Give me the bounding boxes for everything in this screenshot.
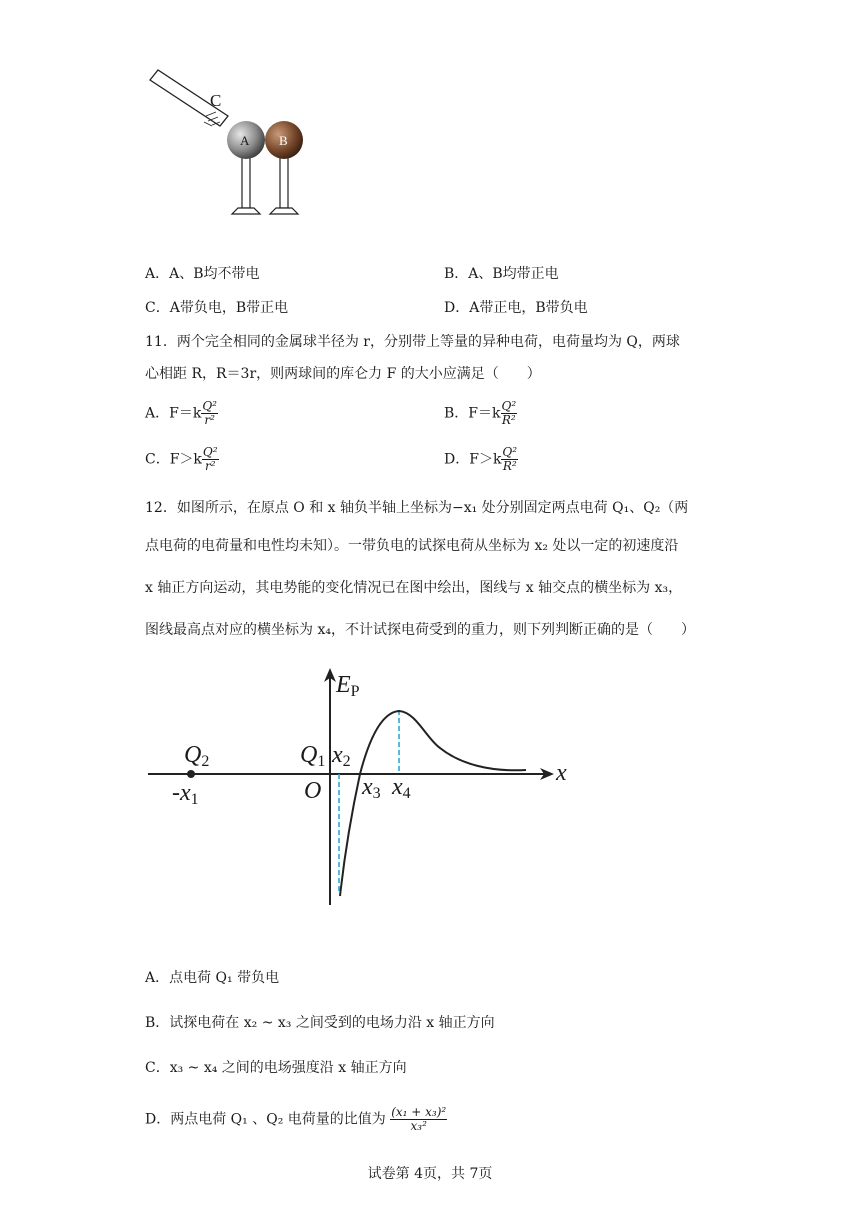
q11-option-b-prefix: B．F＝k xyxy=(444,405,501,422)
q12-stem-line4: 图线最高点对应的横坐标为 x₄，不计试探电荷受到的重力，则下列判断正确的是（ ） xyxy=(145,622,695,638)
q12-option-d-prefix: D．两点电荷 Q₁ 、Q₂ 电荷量的比值为 xyxy=(145,1111,386,1128)
q11-option-d-fraction: $\frac{\text{Q²}}{\text{R²}}$ xyxy=(502,445,518,473)
stand-b xyxy=(270,156,298,214)
q11-option-d-prefix: D．F＞k xyxy=(444,451,502,468)
q11-option-c-fraction: $\frac{\text{Q²}}{\text{r²}}$ xyxy=(202,445,218,473)
x3-label: x3 xyxy=(362,774,381,802)
q11-option-d[interactable] xyxy=(444,446,518,473)
ball-a-label: A xyxy=(240,133,250,148)
q12-stem-line1: 12．如图所示，在原点 O 和 x 轴负半轴上坐标为−x₁ 处分别固定两点电荷 Q₁、Q₂（两 xyxy=(145,500,689,516)
q11-option-c-prefix: C．F＞k xyxy=(145,451,202,468)
q12-stem-line3: x 轴正方向运动，其电势能的变化情况已在图中绘出，图线与 x 轴交点的横坐标为 x₃， xyxy=(145,580,683,596)
x4-label: x4 xyxy=(392,774,411,802)
x2-label: x2 xyxy=(332,742,351,770)
q2-point xyxy=(187,770,195,778)
q12-option-d[interactable] xyxy=(145,1106,447,1133)
q12-option-d-fraction: $\frac{\text{(x₁ + x₃)²}}{\text{x₃²}}$ xyxy=(391,1105,447,1133)
q12-option-c[interactable]: C．x₃ ~ x₄ 之间的电场强度沿 x 轴正方向 xyxy=(145,1060,407,1076)
stand-a xyxy=(232,156,260,214)
q10-option-b[interactable]: B．A、B均带正电 xyxy=(444,266,559,282)
electroscope-figure xyxy=(140,66,340,226)
q11-option-b[interactable] xyxy=(444,400,517,427)
q12-stem-line2: 点电荷的电荷量和电性均未知）。一带负电的试探电荷从坐标为 x₂ 处以一定的初速度沿 xyxy=(145,538,679,554)
ball-b-label: B xyxy=(279,133,288,148)
q12-option-b[interactable]: B．试探电荷在 x₂ ~ x₃ 之间受到的电场力沿 x 轴正方向 xyxy=(145,1015,495,1031)
page-footer: 试卷第 4页，共 7页 xyxy=(367,1166,493,1182)
origin-label: O xyxy=(304,778,322,804)
y-axis-label: EP xyxy=(336,672,360,700)
q11-option-b-fraction: $\frac{\text{Q²}}{\text{R²}}$ xyxy=(501,399,517,427)
q11-option-a-prefix: A．F＝k xyxy=(145,405,202,422)
neg-x1-label: -x1 xyxy=(172,780,199,808)
q11-option-a[interactable] xyxy=(145,400,218,427)
q12-option-a[interactable]: A．点电荷 Q₁ 带负电 xyxy=(145,970,280,986)
q1-label: Q1 xyxy=(300,742,326,770)
q10-option-c[interactable]: C．A带负电，B带正电 xyxy=(145,300,289,316)
q10-option-d[interactable]: D．A带正电，B带负电 xyxy=(444,300,588,316)
q11-stem-line1: 11．两个完全相同的金属球半径为 r，分别带上等量的异种电荷，电荷量均为 Q，两球 xyxy=(145,334,680,350)
ep-curve xyxy=(340,711,526,896)
potential-energy-graph xyxy=(140,660,590,910)
rod-c-label: C xyxy=(210,91,222,110)
q2-label: Q2 xyxy=(184,742,210,770)
q11-option-c[interactable] xyxy=(145,446,219,473)
q11-option-a-fraction: $\frac{\text{Q²}}{\text{r²}}$ xyxy=(202,399,217,427)
q10-option-a[interactable]: A．A、B均不带电 xyxy=(145,266,260,282)
x-axis-label: x xyxy=(556,760,567,786)
q11-stem-line2: 心相距 R，R＝3r，则两球间的库仑力 F 的大小应满足（ ） xyxy=(145,366,541,382)
